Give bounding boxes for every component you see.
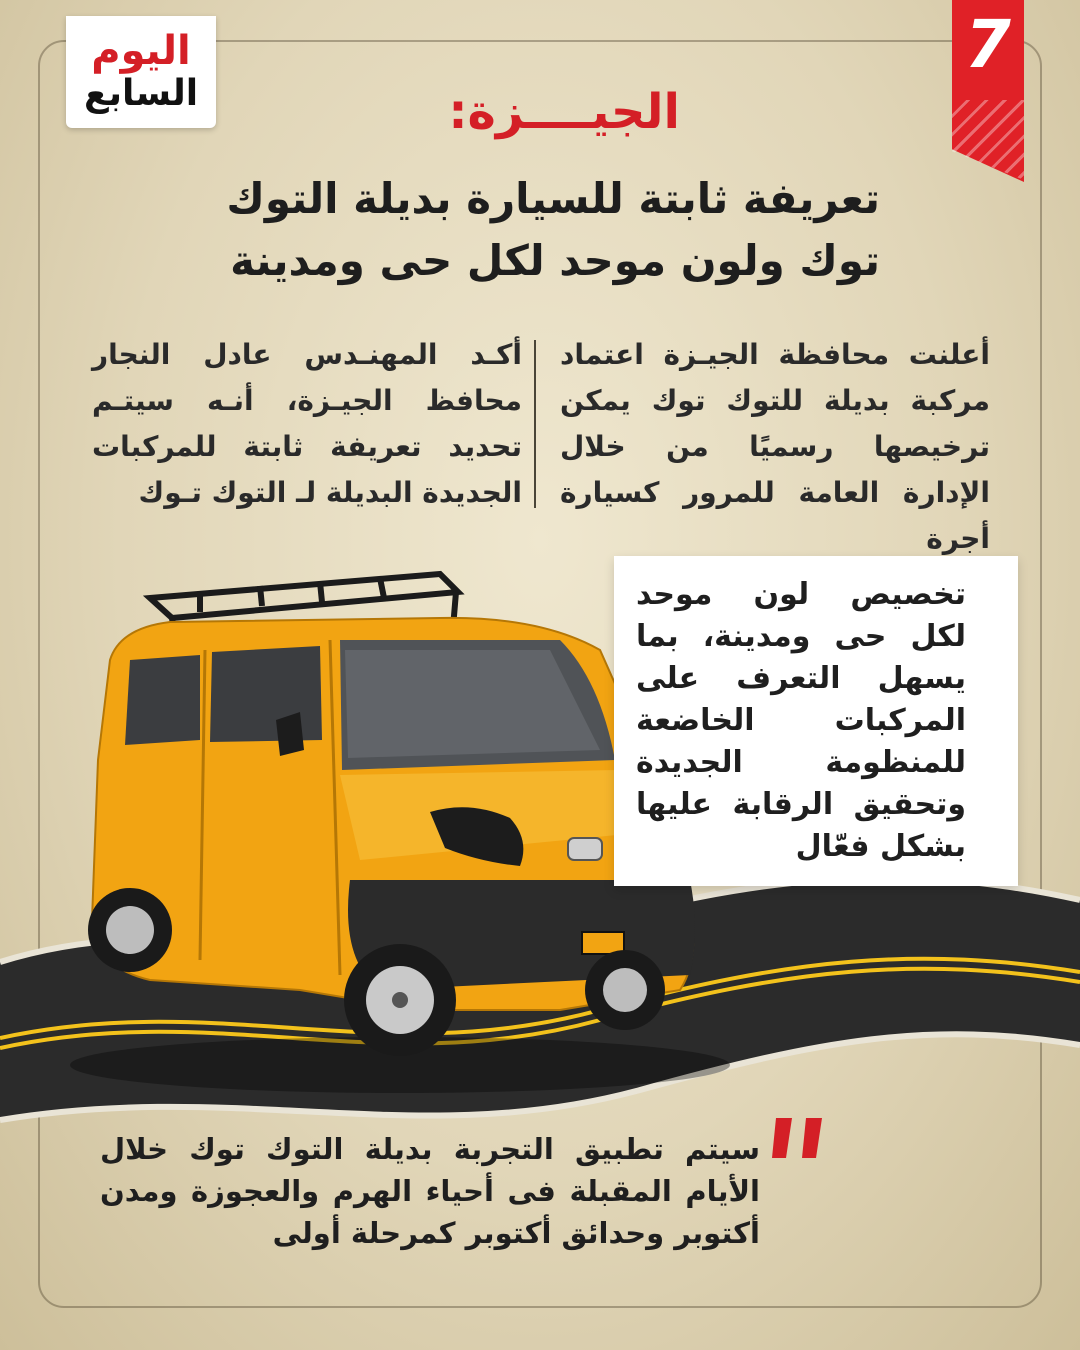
headline-label: الجيــــزة:: [448, 84, 680, 140]
logo-top-text: اليوم: [91, 28, 191, 74]
headline-line-1: تعريفة ثابتة للسيارة بديلة التوك: [226, 174, 880, 223]
column-left-text: أكـد المهنـدس عادل النجار محافظ الجيـزة، أنـه سيتـم تحديد تعريفة ثابتة للمركبات الجديدة البديلة لـ التوك تـوك: [92, 338, 522, 509]
headline-line-2: توك ولون موحد لكل حى ومدينة: [230, 236, 880, 285]
column-right-text: أعلنت محافظة الجيـزة اعتماد مركبة بديلة للتوك توك يمكن ترخيصها رسميًا من خلال الإدارة العامة للمرور كسيارة أجرة: [560, 338, 990, 555]
quote-text: سيتم تطبيق التجربة بديلة التوك توك خلال الأيام المقبلة فى أحياء الهرم والعجوزة ومدن أكتوبر وحدائق أكتوبر كمرحلة أولى: [100, 1132, 760, 1250]
page-number: 7: [965, 6, 1011, 83]
quote-icon: [770, 1116, 830, 1160]
brand-logo: [66, 16, 216, 128]
info-card-text: تخصيص لون موحد لكل حى ومدينة، بما يسهل التعرف على المركبات الخاضعة للمنظومة الجديدة وتحقيق الرقابة عليها بشكل فعّال: [636, 577, 966, 864]
column-divider: [534, 340, 536, 508]
logo-bottom-text: السابع: [83, 73, 199, 114]
